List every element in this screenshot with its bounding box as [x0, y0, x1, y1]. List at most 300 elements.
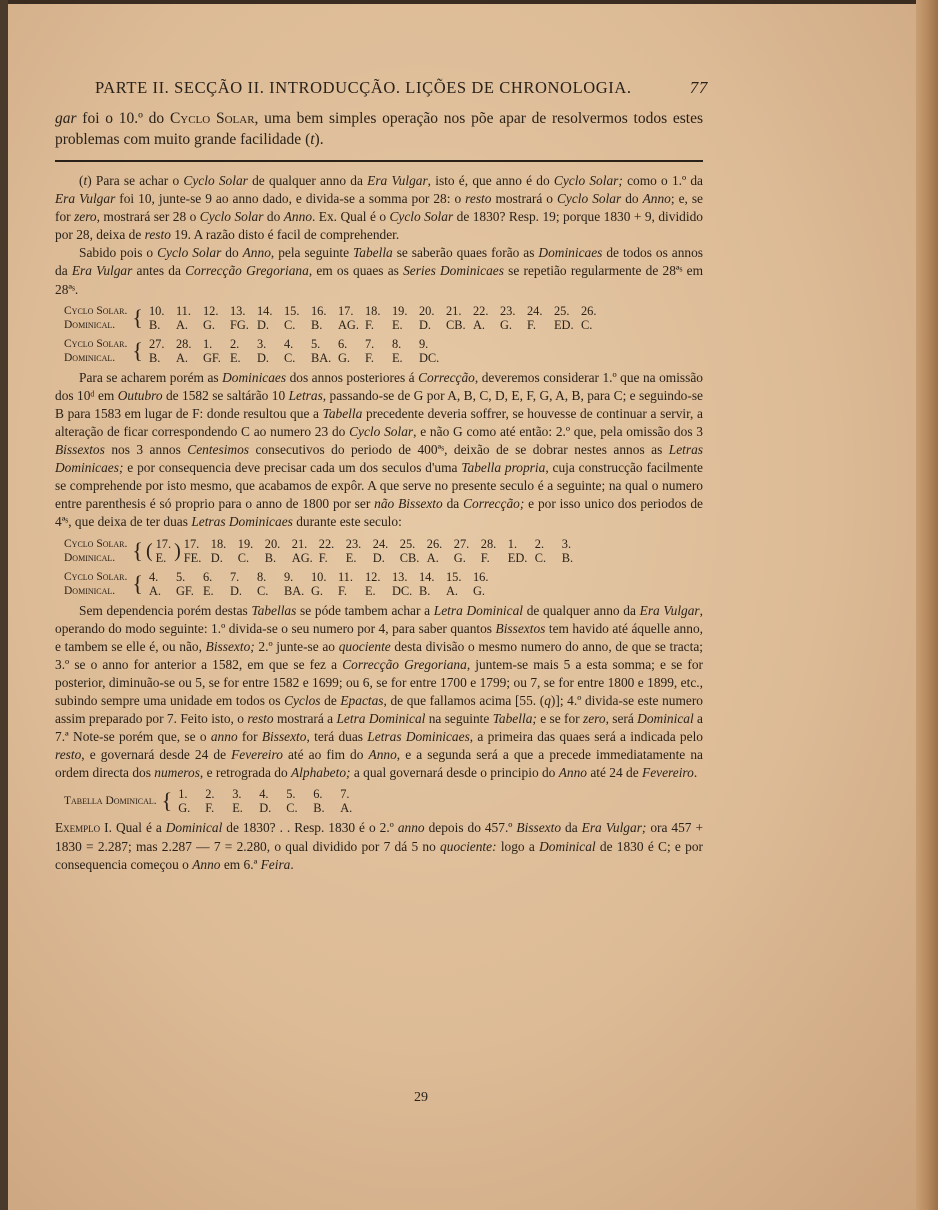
table-cell: A.: [340, 801, 353, 816]
text-run: )]; 4.º divida-se este numero assim preparado por 7. Feito isto, o: [55, 692, 703, 727]
signature-mark: 29: [414, 1090, 428, 1105]
text-run: Anno: [368, 747, 397, 763]
brace: {: [161, 788, 173, 814]
table-cell: 11.: [175, 303, 191, 318]
text-run: Fevereiro: [642, 765, 694, 781]
text-run: Correcção: [418, 369, 475, 385]
table-cell: A.: [148, 583, 161, 598]
table-cells: [181, 537, 592, 551]
table-cell: FG.: [229, 317, 249, 332]
text-run: , em os quaes as: [308, 263, 404, 279]
table-cell: F.: [337, 583, 347, 598]
text-run: Letra Dominical: [433, 602, 524, 618]
table-cell: 4.: [259, 787, 269, 802]
text-run: , juntem-se mais 5 a esta somma; e se for posterior, diminuão-se ou 5, se for entre 1582 e 1699; ou 6, se for entre 1700 e 1799; ou 7, se for entre 1800 e 1899, etc., subindo sempre uma unidade em todos os: [55, 656, 703, 708]
table-cell: 23.: [345, 536, 362, 551]
text-run: , isto é, que anno é do: [427, 173, 554, 188]
table-cell: C.: [580, 317, 593, 332]
text-run: Sem dependencia porém destas: [79, 602, 252, 618]
text-run: Para se acharem porém as: [79, 369, 223, 385]
table-row-label: Dominical.: [64, 318, 116, 331]
table-cell: A.: [175, 350, 188, 365]
table-cell: 7.: [229, 569, 240, 584]
text-run: a 7.ª Note-se porém que, se o: [55, 711, 703, 745]
table-cell: 11.: [337, 569, 353, 584]
text-run: de todos os annos da: [55, 245, 704, 279]
text-run: zero: [582, 711, 606, 727]
text-run: de qualquer anno da: [523, 602, 640, 618]
page-number: 77: [689, 78, 708, 97]
footnote-paragraph-2: [55, 244, 703, 298]
table-cell: AG.: [291, 550, 313, 565]
text-run: desta divisão o mesmo numero do anno, de que se tracta; 3.º se o anno for anterior a 1582, em que se fez a: [55, 638, 703, 672]
table-cell: 10.: [148, 303, 165, 318]
table-cell: A.: [175, 317, 188, 332]
text-run: resto: [465, 191, 492, 207]
table-cell: 18.: [210, 536, 227, 551]
table-cell: A.: [472, 317, 485, 332]
text-run: anno: [210, 729, 238, 745]
table-cell: G.: [453, 550, 466, 565]
text-run: Letras Dominicaes;: [55, 442, 703, 476]
table-cell: BA.: [310, 350, 332, 365]
text-run: Bissexto: [516, 820, 562, 836]
table-cells: [175, 787, 370, 801]
text-run: Correcção Gregoriana: [342, 656, 467, 672]
table-cell: 5.: [286, 787, 296, 802]
text-run: , passando-se de G por A, B, C, D, E, F, G, A, B, para C; e seguindo-se B para 1583 em lugar de F: donde resultou que a: [55, 387, 703, 421]
text-run: foi 10, junte-se 9 ao anno dado, e divida-se a somma por 28: o: [115, 191, 466, 207]
table-cell: F.: [526, 317, 536, 332]
table-cell: 14.: [256, 303, 273, 318]
table-cell: C.: [256, 583, 269, 598]
text-run: Era Vulgar: [55, 191, 116, 207]
brace: {: [132, 537, 143, 563]
text-run: de 1830 é C; e por consequencia começou o: [55, 838, 703, 872]
table-cell: D.: [372, 550, 385, 565]
text-run: Correcção;: [463, 496, 525, 512]
text-run: Cyclo Solar: [556, 191, 622, 207]
table-cell: 1.: [178, 787, 188, 802]
text-run: até ao fim do: [282, 747, 369, 763]
table-cell: E.: [202, 583, 214, 598]
table-cell: E.: [345, 550, 357, 565]
text-run: Sabido pois o: [79, 245, 158, 261]
table-cell: B.: [313, 801, 325, 816]
table-cell: ED.: [507, 550, 528, 565]
table-cell: B.: [148, 317, 161, 332]
text-run: Series Dominicaes: [403, 263, 504, 279]
running-header: [95, 78, 708, 98]
text-run: da: [561, 820, 582, 836]
text-run: , operando do modo seguinte: 1.º divida-se o seu numero por 4, para saber quantos: [55, 602, 703, 636]
table-row-label: Cyclo Solar.: [64, 337, 128, 350]
table-cell: 7.: [364, 336, 375, 351]
text-run: de 1582 se saltárão 10: [162, 387, 289, 403]
text-run: Anno: [283, 209, 313, 225]
table-cell: 26.: [426, 536, 443, 551]
table-row-label: Dominical.: [64, 551, 116, 564]
text-run: Letra Dominical: [336, 711, 426, 727]
table-cell: 4.: [148, 569, 159, 584]
text-run: dos annos posteriores á: [286, 369, 419, 385]
text-run: ) Para se achar o: [87, 173, 184, 188]
text-run: resto: [144, 227, 171, 243]
table-cells: [146, 570, 503, 584]
text-run: 2.º junte-se ao: [254, 638, 339, 654]
table-cell: 24.: [526, 303, 543, 318]
text-run: do: [263, 209, 284, 225]
table-cell: 3.: [232, 787, 242, 802]
text-run: Anno: [192, 856, 221, 872]
table-cell: G.: [472, 583, 485, 598]
table-cell: C.: [237, 550, 250, 565]
text-run: consecutivos do periodo de 400ªˢ, deixão de se dobrar nestes annos as: [249, 442, 669, 458]
text-run: não Bissexto: [374, 496, 443, 512]
table-cell: 13.: [229, 303, 246, 318]
page-body: [55, 78, 708, 874]
table-cell: C.: [283, 350, 296, 365]
text-run: Fevereiro: [231, 747, 283, 763]
text-run: quociente:: [440, 838, 497, 854]
table-cells: [146, 304, 611, 318]
table-cell: F.: [480, 550, 490, 565]
table-cell: 8.: [256, 569, 267, 584]
dominical-table: [61, 787, 370, 815]
table-cell: 5.: [175, 569, 186, 584]
text-run: do: [221, 245, 243, 261]
table-cell: 15.: [283, 303, 300, 318]
table-cell: 27.: [453, 536, 470, 551]
table-cell: 6.: [337, 336, 348, 351]
table-cell: 15.: [445, 569, 462, 584]
table-cell: 19.: [391, 303, 408, 318]
text-run: logo a: [496, 838, 540, 854]
intro-text: , uma bem simples operação nos põe apar de resolvermos todos estes problemas com muito grande facilidade (: [55, 110, 703, 148]
text-run: Era Vulgar: [367, 173, 428, 188]
text-run: Alphabeto;: [291, 765, 351, 781]
running-title: PARTE II. SECÇÃO II. INTRODUCÇÃO. LIÇÕES DE CHRONOLOGIA.: [95, 78, 632, 97]
paren-close: ): [174, 539, 181, 562]
table-cell: 25.: [553, 303, 570, 318]
table-cell: 12.: [364, 569, 381, 584]
text-run: Bissextos: [495, 620, 546, 636]
table-cell: 7.: [340, 787, 350, 802]
table-cell: 17.: [155, 536, 172, 551]
text-run: , deveremos considerar 1.º que na omissão dos 10ᵈ em: [55, 369, 703, 403]
text-run: Letras Dominicaes: [191, 514, 293, 530]
table-cell: 1.: [202, 336, 213, 351]
table-cell: 3.: [561, 536, 572, 551]
text-run: a qual governará desde o principio do: [350, 765, 559, 781]
text-run: , e não G como até então: 2.º que, pela omissão dos 3: [413, 423, 703, 439]
text-run: mostrará a: [273, 711, 337, 727]
footnote-paragraph-1: [55, 172, 703, 244]
intro-text: t: [310, 131, 315, 148]
table-cell: 20.: [418, 303, 435, 318]
text-run: Cyclo Solar: [199, 209, 264, 225]
table-cell: D.: [229, 583, 242, 598]
text-run: de qualquer anno da: [247, 173, 368, 188]
table-cell: A.: [426, 550, 439, 565]
text-run: ; e, se for: [55, 191, 704, 225]
table-cell: F.: [364, 350, 374, 365]
brace: {: [132, 337, 143, 363]
text-run: Bissextos: [55, 442, 105, 458]
table-cells: [146, 337, 449, 351]
text-run: Tabellas: [251, 602, 297, 618]
text-run: Anno: [558, 765, 587, 781]
cycle-table-1: [61, 304, 611, 332]
table-cell: E.: [232, 801, 243, 816]
table-cell: FE.: [183, 550, 202, 565]
table-cell: 28.: [480, 536, 497, 551]
footnote-paragraph-4: [55, 602, 703, 783]
table-cell: C.: [286, 801, 298, 816]
text-run: como o 1.º da: [622, 173, 704, 188]
table-cell: 13.: [391, 569, 408, 584]
intro-text: Cyclo Solar: [169, 110, 255, 127]
text-run: Bissexto: [261, 729, 307, 745]
table-cell: 18.: [364, 303, 381, 318]
table-cell: CB.: [399, 550, 420, 565]
table-cell: 6.: [202, 569, 213, 584]
table-cell: F.: [318, 550, 328, 565]
text-run: anno: [397, 820, 425, 836]
table-cell: B.: [264, 550, 277, 565]
text-run: em 6.ª: [220, 856, 261, 872]
table-cell: 25.: [399, 536, 416, 551]
text-run: Cyclo Solar: [157, 245, 222, 261]
footnote-paragraph-5: [55, 819, 703, 873]
table-cell: G.: [310, 583, 323, 598]
text-run: antes da: [132, 263, 186, 279]
table-cell: 19.: [237, 536, 254, 551]
table-cell: A.: [445, 583, 458, 598]
table-row-label: Dominical.: [64, 351, 116, 364]
text-run: Era Vulgar: [639, 602, 700, 618]
intro-text: foi o 10.º do: [76, 110, 170, 127]
table-cell: 16.: [310, 303, 327, 318]
table-cell: 2.: [229, 336, 240, 351]
table-cell: C.: [534, 550, 547, 565]
table-cell: 9.: [418, 336, 429, 351]
text-run: Cyclo Solar: [349, 423, 414, 439]
table-cell: 24.: [372, 536, 389, 551]
text-run: , mostrará ser 28 o: [96, 209, 200, 225]
text-run: , e governará desde 24 de: [81, 747, 232, 763]
table-cell: GF.: [175, 583, 194, 598]
table-row-label: Dominical.: [64, 584, 116, 597]
table-cell: 26.: [580, 303, 597, 318]
text-run: tem havido até áquelle anno, e tambem se elle é, ou não,: [55, 620, 703, 654]
text-run: Cyclos: [284, 692, 321, 708]
text-run: , será: [605, 711, 638, 727]
table-cells: [181, 551, 592, 565]
table-row-label: Cyclo Solar.: [64, 304, 128, 317]
text-run: do: [621, 191, 643, 207]
text-run: da: [442, 496, 464, 512]
table-cell: E.: [155, 550, 167, 565]
text-run: Cyclo Solar;: [553, 173, 623, 188]
text-run: Anno: [242, 245, 271, 261]
table-cell: 20.: [264, 536, 281, 551]
cycle-table-3: [61, 537, 592, 565]
table-cell: G.: [202, 317, 215, 332]
table-cell: 21.: [445, 303, 462, 318]
table-cells: [146, 318, 611, 332]
table-cell: 10.: [310, 569, 327, 584]
text-run: , a primeira das quaes será a indicada pelo: [469, 729, 703, 745]
table-cell: D.: [210, 550, 223, 565]
text-run: Tabella propria: [461, 460, 546, 476]
text-run: e por isso unico dos periodos de 4ªˢ, que deixa de ter duas: [55, 496, 703, 530]
table-cell: D.: [256, 317, 269, 332]
table-label: Tabella Dominical.: [64, 795, 157, 808]
table-cell: 17.: [337, 303, 354, 318]
text-run: t: [83, 173, 88, 188]
table-cell: 8.: [391, 336, 402, 351]
text-run: (: [79, 173, 84, 188]
intro-text: gar: [55, 110, 77, 127]
table-cell: B.: [561, 550, 574, 565]
table-cell: 22.: [472, 303, 489, 318]
table-cell: 2.: [205, 787, 215, 802]
table-cell: C.: [283, 317, 296, 332]
text-run: Letras Dominicaes: [367, 729, 470, 745]
text-run: Tabella;: [492, 711, 537, 727]
text-run: Era Vulgar: [71, 263, 133, 279]
table-cell: 27.: [148, 336, 165, 351]
text-run: resto: [55, 747, 82, 763]
table-cell: E.: [391, 350, 403, 365]
table-cells: [175, 801, 370, 815]
text-run: e se for: [536, 711, 583, 727]
table-cell: 21.: [291, 536, 308, 551]
footnote-rule: [55, 160, 703, 162]
table-cell: 5.: [310, 336, 321, 351]
text-run: , de que fallamos acima [55. (: [383, 692, 545, 708]
table-cell: DC.: [418, 350, 440, 365]
text-run: Outubro: [117, 387, 163, 403]
text-run: Qual é a: [111, 820, 166, 836]
text-run: Letras: [288, 387, 323, 403]
table-cells: [146, 584, 503, 598]
table-cell: 14.: [418, 569, 435, 584]
text-run: Dominicaes: [222, 369, 287, 385]
text-run: de: [320, 692, 341, 708]
text-run: nos 3 annos: [104, 442, 188, 458]
brace: {: [132, 570, 143, 596]
page-left-edge: [0, 0, 8, 1210]
text-run: Exemplo I.: [55, 820, 112, 836]
page-top-edge: [0, 0, 938, 4]
page-right-edge: [916, 0, 938, 1210]
text-run: na seguinte: [425, 711, 493, 727]
brace: {: [132, 304, 143, 330]
intro-text: ).: [314, 131, 324, 148]
text-run: depois do 457.º: [424, 820, 517, 836]
text-run: numeros: [154, 765, 200, 781]
table-cell: 6.: [313, 787, 323, 802]
text-run: Dominical: [165, 820, 223, 836]
text-run: precedente deveria soffrer, se houvesse de continuar a servir, a alteração de ficar correspondendo C ao numero 23 do: [55, 405, 703, 439]
text-run: Cyclo Solar: [183, 173, 248, 188]
text-run: ora 457 + 1830 = 2.287; mas 2.287 — 7 = 2.280, o qual dividido por 7 dá 5 no: [55, 820, 704, 854]
table-cell: ED.: [553, 317, 574, 332]
text-run: Dominical: [539, 838, 596, 854]
table-cell: 3.: [256, 336, 267, 351]
text-run: Epactas: [340, 692, 384, 708]
text-run: Centesimos: [187, 442, 250, 458]
text-run: Correcção Gregoriana: [185, 263, 309, 279]
text-run: resto: [247, 711, 274, 727]
text-run: quociente: [338, 638, 391, 654]
text-run: , e a segunda será a que a precede immediatamente na ordem directa dos: [55, 747, 703, 781]
table-cells: [146, 351, 449, 365]
text-run: Dominicaes: [538, 245, 603, 261]
footnote-paragraph-3: [55, 369, 703, 532]
table-cell: B.: [310, 317, 323, 332]
text-run: de 1830? Resp. 19; porque 1830 + 9, dividido por 28, deixa de: [55, 209, 703, 243]
text-run: se saberão quaes forão as: [392, 245, 539, 261]
table-cell: 4.: [283, 336, 294, 351]
table-cell: D.: [256, 350, 269, 365]
text-run: Tabella: [322, 405, 363, 421]
text-run: 19. A razão disto é facil de comprehender.: [170, 227, 400, 243]
text-run: , pela seguinte: [270, 245, 354, 261]
table-row-label: Cyclo Solar.: [64, 537, 128, 550]
text-run: durante este seculo:: [292, 514, 402, 530]
table-cell: 16.: [472, 569, 489, 584]
table-cell: G.: [337, 350, 350, 365]
text-run: Tabella: [353, 245, 393, 261]
text-run: se póde tambem achar a: [296, 602, 434, 618]
text-run: , e retrograda do: [199, 765, 291, 781]
text-run: Era Vulgar;: [581, 820, 647, 836]
table-row-label: Cyclo Solar.: [64, 570, 128, 583]
table-cell: D.: [418, 317, 431, 332]
table-cell: DC.: [391, 583, 413, 598]
table-cell: 12.: [202, 303, 219, 318]
text-run: .: [290, 856, 294, 872]
table-cell: 1.: [507, 536, 518, 551]
text-run: até 24 de: [587, 765, 643, 781]
table-cell: CB.: [445, 317, 466, 332]
table-cell: F.: [205, 801, 215, 816]
table-cell: GF.: [202, 350, 221, 365]
table-cell: B.: [418, 583, 431, 598]
text-run: for: [237, 729, 262, 745]
text-run: . Ex. Qual é o: [312, 209, 390, 225]
text-run: Dominical: [637, 711, 694, 727]
table-cell: F.: [364, 317, 374, 332]
intro-paragraph: [55, 108, 703, 150]
cycle-table-2: [61, 337, 449, 365]
text-run: zero: [74, 209, 97, 225]
text-run: Bissexto;: [205, 638, 255, 654]
table-cell: 9.: [283, 569, 294, 584]
table-cell: D.: [259, 801, 272, 816]
table-cell: 28.: [175, 336, 192, 351]
text-run: Cyclo Solar: [389, 209, 454, 225]
table-cell: E.: [229, 350, 241, 365]
text-run: e por consequencia deve precisar cada um dos seculos d'uma: [123, 460, 462, 476]
text-run: , cuja construcção facilmente se comprehende por isto mesmo, que acabamos de expôr. A que serve no presente seculo é a seguinte; na qual o numero entre parenthesis é só proprio para o anno de 1800 por ser: [55, 460, 703, 512]
text-run: .: [693, 765, 698, 781]
table-cell: 2.: [534, 536, 545, 551]
table-cell: BA.: [283, 583, 305, 598]
